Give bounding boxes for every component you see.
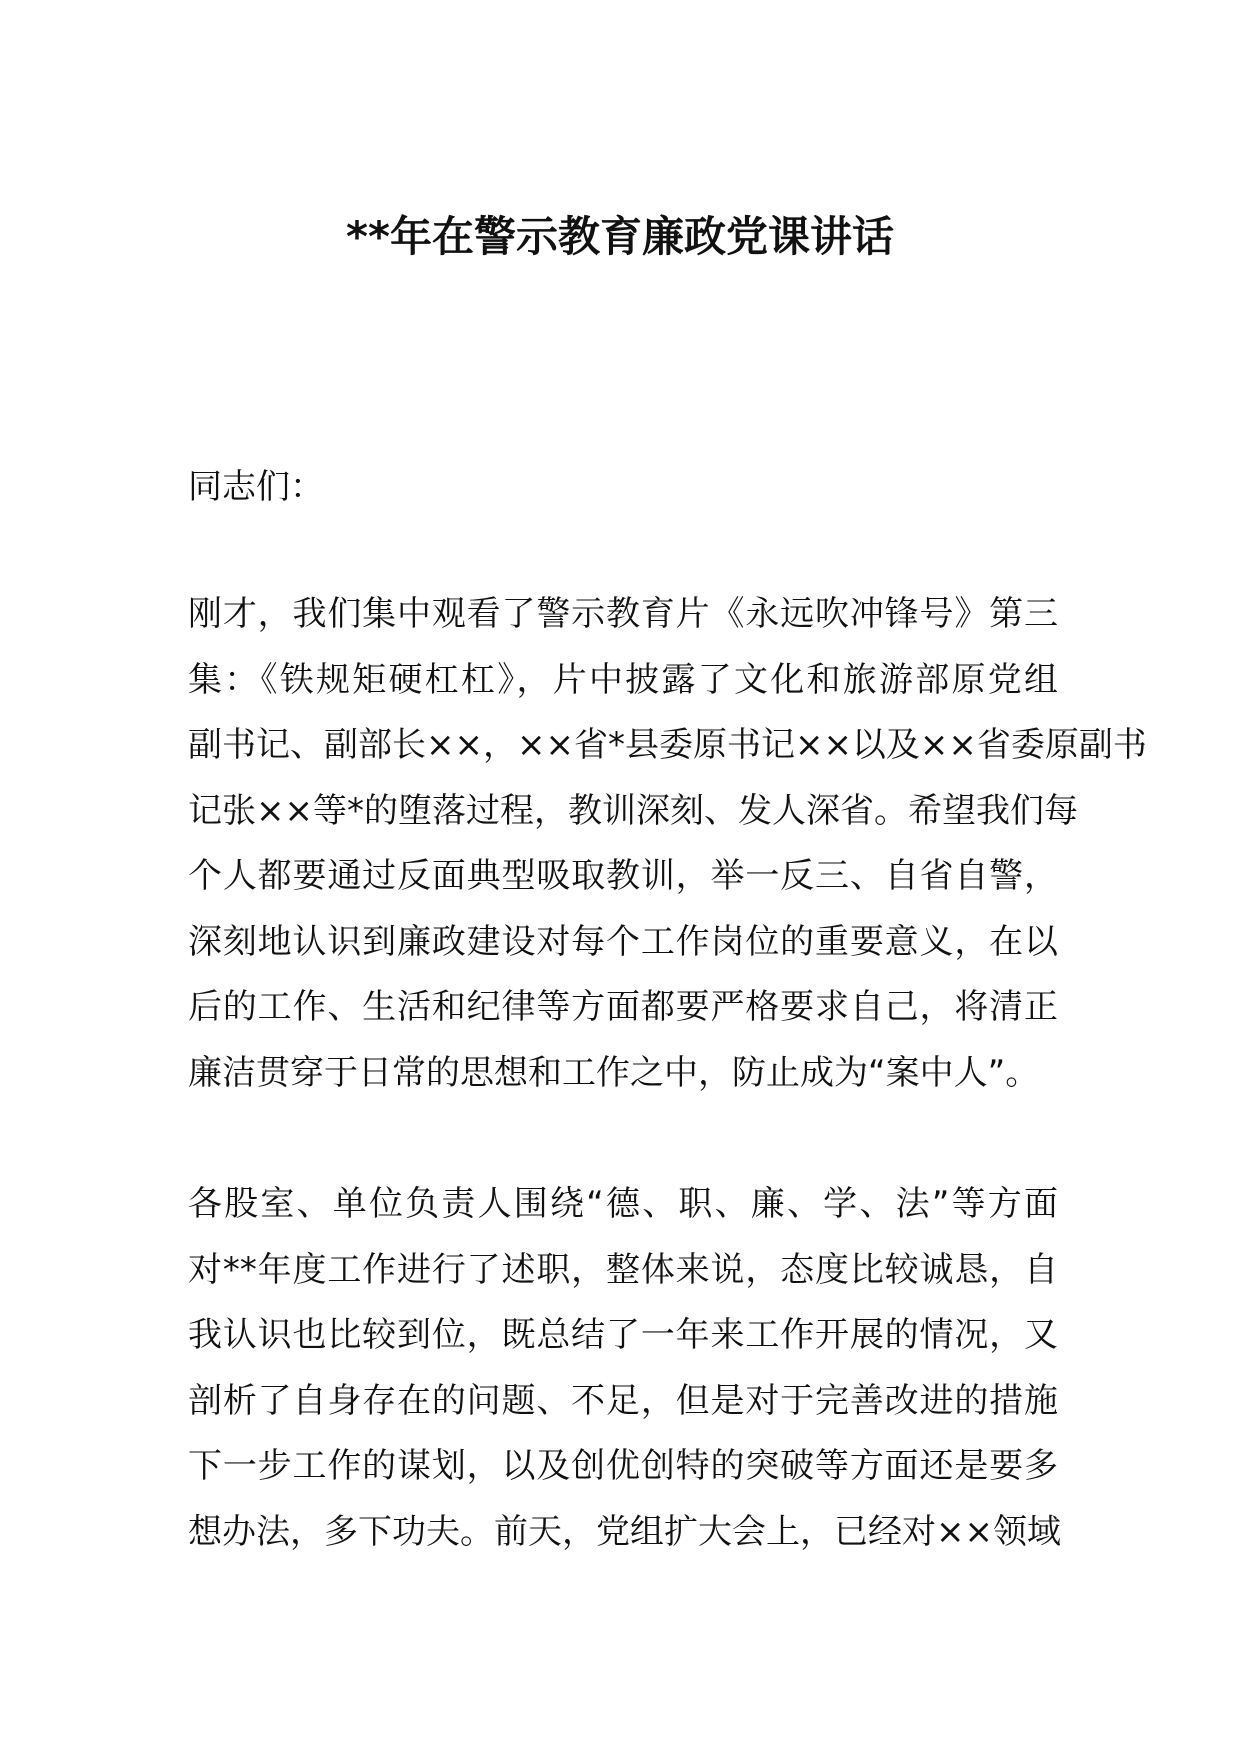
paragraph-2-line: 对**年度工作进行了述职，整体来说，态度比较诚恳，自	[188, 1249, 1058, 1290]
paragraph-1-line: 集：《铁规矩硬杠杠》，片中披露了文化和旅游部原党组	[188, 659, 1058, 700]
paragraph-2-line: 下一步工作的谋划，以及创优创特的突破等方面还是要多	[188, 1446, 1058, 1486]
paragraph-2-line: 各股室、单位负责人围绕“德、职、廉、学、法”等方面	[188, 1184, 1058, 1224]
paragraph-1-line: 记张××等*的堕落过程，教训深刻、发人深省。希望我们每	[188, 790, 1078, 831]
paragraph-2-line: 我认识也比较到位，既总结了一年来工作开展的情况，又	[188, 1315, 1058, 1355]
paragraph-1-line: 后的工作、生活和纪律等方面都要严格要求自己，将清正	[188, 987, 1058, 1027]
paragraph-2-line: 剖析了自身存在的问题、不足，但是对于完善改进的措施	[188, 1380, 1058, 1421]
document-title: **年在警示教育廉政党课讲话	[346, 212, 894, 261]
paragraph-1-line: 深刻地认识到廉政建设对每个工作岗位的重要意义，在以	[188, 921, 1058, 962]
paragraph-1-line: 刚才，我们集中观看了警示教育片《永远吹冲锋号》第三	[188, 594, 1058, 634]
paragraph-1-line: 廉洁贯穿于日常的思想和工作之中，防止成为“案中人”。	[188, 1052, 1040, 1093]
paragraph-1-line: 副书记、副部长××，××省*县委原书记××以及××省委原副书	[188, 725, 1147, 765]
paragraph-1-line: 个人都要通过反面典型吸取教训，举一反三、自省自警，	[188, 856, 1058, 896]
paragraph-2-line: 想办法，多下功夫。前天，党组扩大会上，已经对××领域	[188, 1511, 1061, 1552]
greeting: 同志们：	[188, 467, 324, 507]
